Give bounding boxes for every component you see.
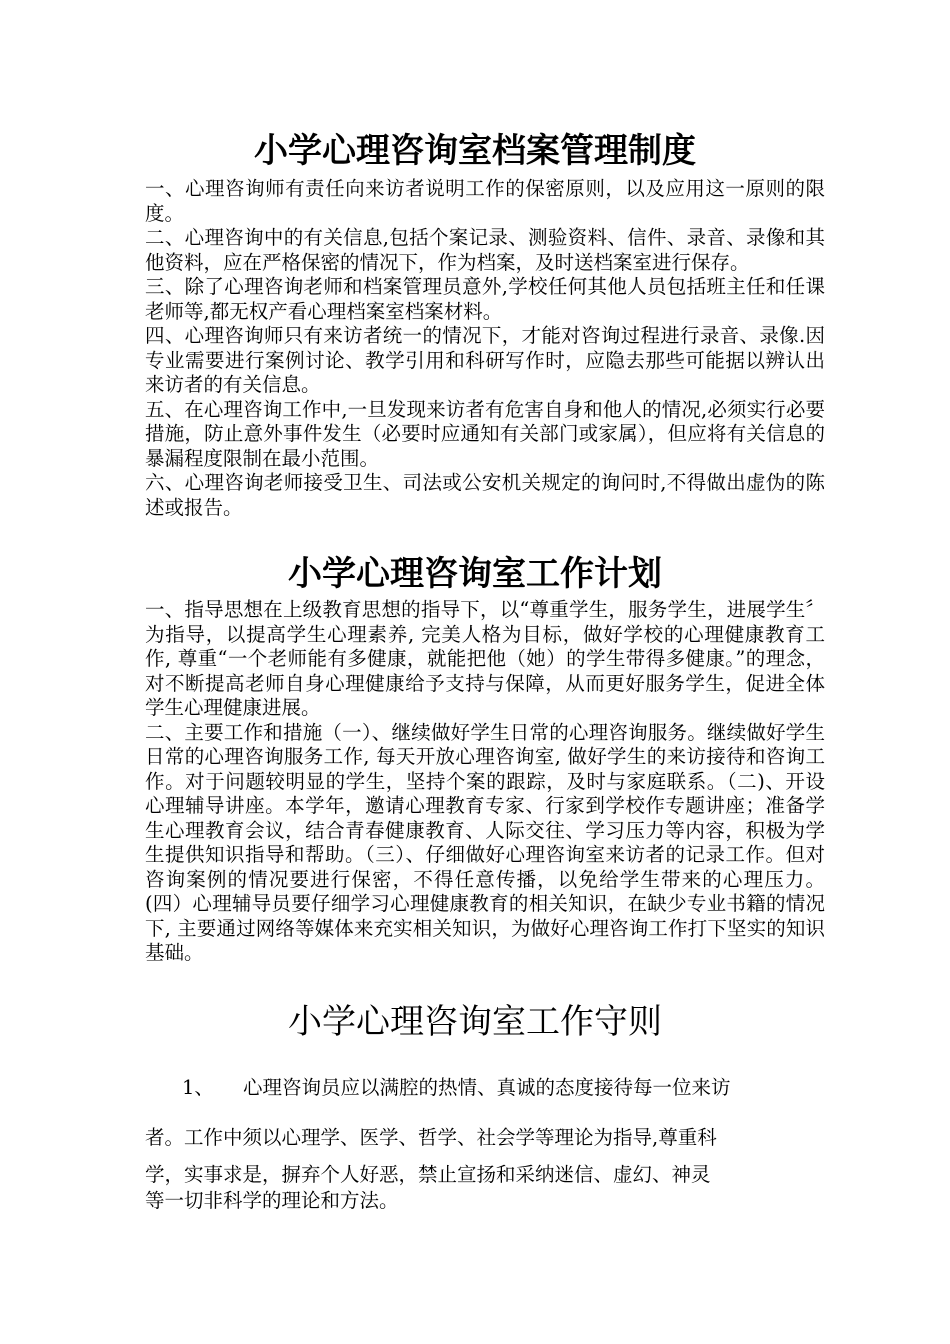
section-title-archive-rules: 小学心理咨询室档案管理制度 — [254, 131, 696, 171]
rule-text: 心理咨询员应以满腔的热情、真诚的态度接待每一位来访 — [243, 1076, 731, 1099]
section-body-archive-rules — [145, 177, 825, 520]
paragraph: 四、心理咨询师只有来访者统一的情况下，才能对咨询过程进行录音、录像.因专业需要进行案例讨论、教学引用和科研写作时，应隐去那些可能据以辨认出来访者的有关信息。 — [145, 324, 825, 396]
paragraph: 二、主要工作和措施（一）、继续做好学生日常的心理咨询服务。继续做好学生日常的心理咨询服务工作, 每天开放心理咨询室, 做好学生的来访接待和咨询工作。对于问题较明显的学生，坚持个案的跟踪，及时与家庭联系。（二)、开设心理辅导讲座。本学年，邀请心理教育专家、行家到学校作专题讲座；准备学生心理教育会议，结合青春健康教育、人际交往、学习压力等内容，积极为学生提供知识指导和帮助。（三）、仔细做好心理咨询室来访者的记录工作。但对咨询案例的情况要进行保密，不得任意传播，以免给学生带来的心理压力。(四）心理辅导员要仔细学习心理健康教育的相关知识，在缺少专业书籍的情况下, 主要通过网络等媒体来充实相关知识，为做好心理咨询工作打下坚实的知识基础。 — [145, 720, 825, 964]
paragraph: 三、除了心理咨询老师和档案管理员意外,学校任何其他人员包括班主任和任课老师等,都无权产看心理档案室档案材料。 — [145, 275, 825, 323]
rule-text: 学，实事求是，摒弃个人好恶，禁止宣扬和采纳迷信、虚幻、神灵 — [145, 1163, 711, 1186]
rule-number: 1、 — [182, 1076, 214, 1099]
section-body-work-rules — [145, 1072, 825, 1222]
rule-line-3 — [145, 1162, 711, 1214]
rule-line-2: 者。工作中须以心理学、医学、哲学、社会学等理论为指导,尊重科 — [145, 1126, 717, 1149]
paragraph: 一、心理咨询师有责任向来访者说明工作的保密原则，以及应用这一原则的限度。 — [145, 177, 825, 225]
section-title-work-rules: 小学心理咨询室工作守则 — [288, 1002, 662, 1042]
section-title-work-plan: 小学心理咨询室工作计划 — [288, 554, 662, 594]
paragraph: 五、在心理咨询工作中,一旦发现来访者有危害自身和他人的情况,必须实行必要措施，防止意外事件发生（必要时应通知有关部门或家属），但应将有关信息的暴漏程度限制在最小范围。 — [145, 397, 825, 470]
section-body-work-plan — [145, 598, 825, 966]
paragraph: 一、指导思想在上级教育思想的指导下，以“尊重学生，服务学生，进展学生〞为指导，以提高学生心理素养, 完美人格为目标，做好学校的心理健康教育工作, 尊重“一个老师能有多健康，就能把他（她）的学生带得多健康。”的理念，对不断提高老师自身心理健康给予支持与保障，从而更好服务学生，促进全体学生心理健康进展。 — [145, 598, 825, 719]
rule-text: 等一切非科学的理论和方法。 — [145, 1189, 399, 1212]
paragraph: 二、心理咨询中的有关信息,包括个案记录、测验资料、信件、录音、录像和其他资料，应在严格保密的情况下，作为档案，及时送档案室进行保存。 — [145, 226, 825, 274]
rule-line-1 — [145, 1072, 731, 1100]
paragraph: 六、心理咨询老师接受卫生、司法或公安机关规定的询问时,不得做出虚伪的陈述或报告。 — [145, 471, 825, 519]
